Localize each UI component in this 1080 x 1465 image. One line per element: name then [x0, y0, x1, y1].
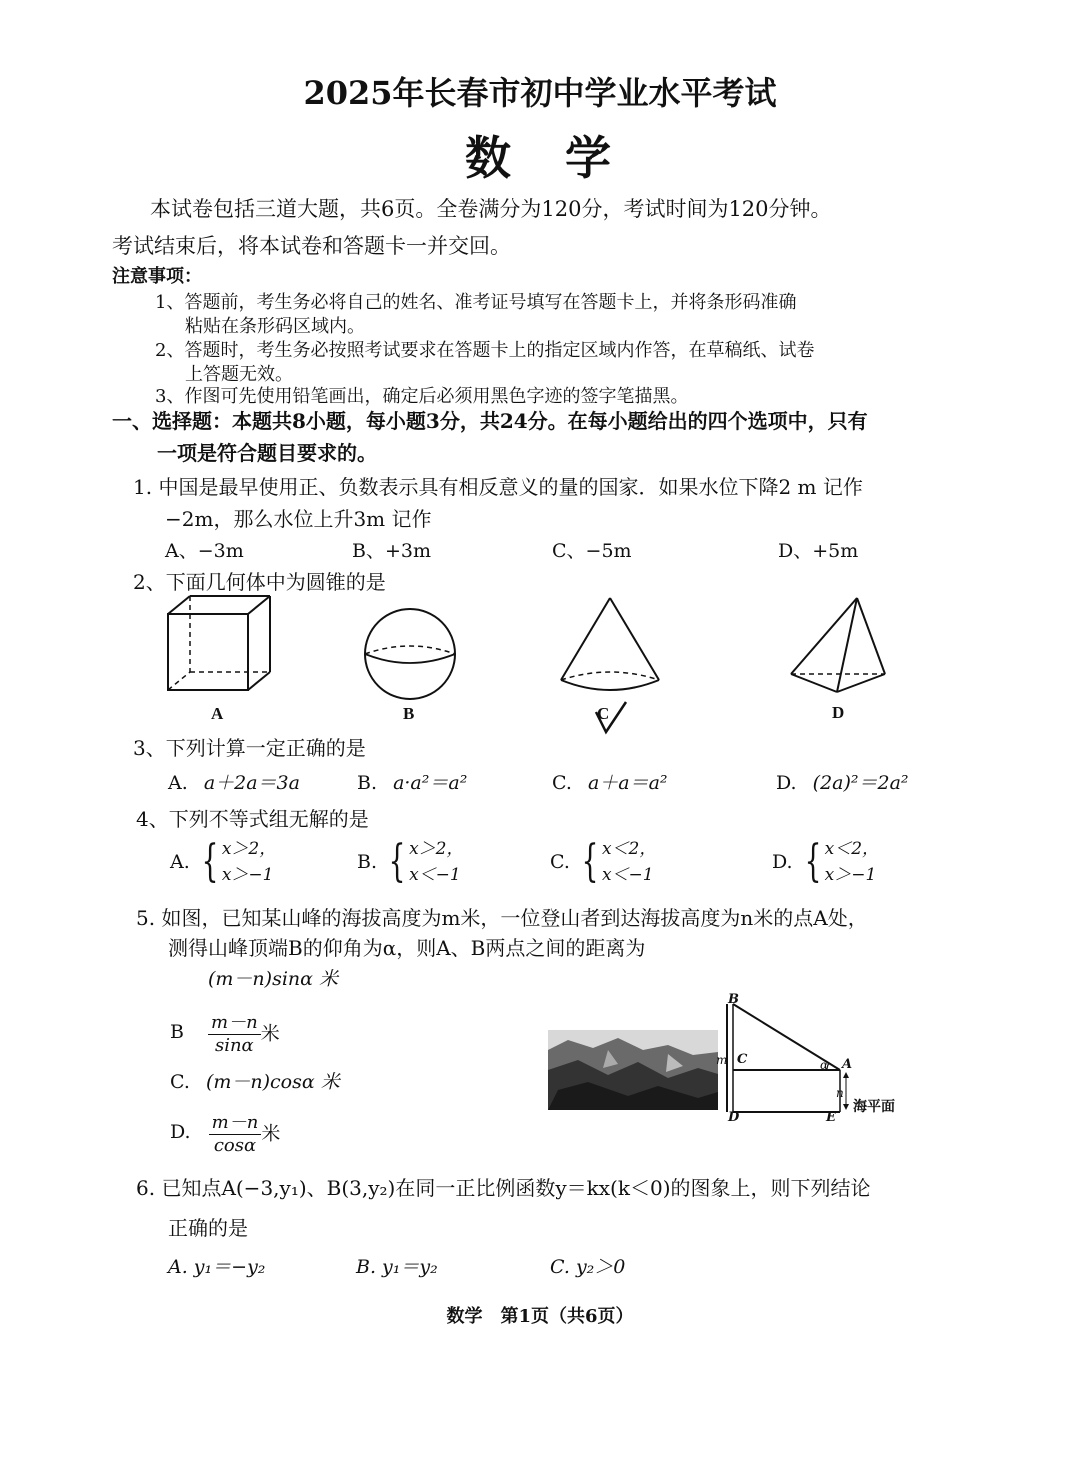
q5-d-numerator: m－n [209, 1108, 262, 1135]
q3-option-c-expr: a＋a＝a² [587, 772, 668, 794]
q3-option-a-letter: A. [168, 772, 188, 794]
q4-option-d [772, 836, 879, 888]
subject-title: 数 学 [465, 131, 615, 185]
fig-label-a: A [842, 1057, 853, 1072]
fig-label-n: n [836, 1086, 844, 1100]
q6-stem: 6. 已知点A(−3,y₁)、B(3,y₂)在同一正比例函数y＝kx(k＜0)的图象上，则下列结论 [136, 1176, 871, 1200]
q4-option-a [170, 836, 276, 888]
q5-stem-cont: 测得山峰顶端B的仰角为α，则A、B两点之间的距离为 [168, 936, 646, 960]
q4-option-b [357, 836, 463, 888]
q4-option-c-system [602, 836, 656, 888]
q4-b-row-2: x＜−1 [409, 865, 461, 885]
q2-label-d: D [832, 703, 845, 722]
q5-option-c-expr: (m－n)cosα 米 [205, 1071, 340, 1093]
fig-label-alpha: α [820, 1058, 829, 1072]
q5-option-d-letter: D. [170, 1121, 191, 1143]
notes-heading: 注意事项： [112, 266, 202, 287]
q2-label-b: B [403, 704, 415, 723]
fig-label-b: B [728, 992, 739, 1007]
q3-option-d-expr: (2a)²＝2a² [812, 772, 909, 794]
q3-option-c-letter: C. [552, 772, 572, 794]
q1-option-c: C、−5m [552, 540, 632, 562]
q3-option-a [168, 768, 300, 795]
q5-option-d [170, 1108, 280, 1156]
q1-stem: 1. 中国是最早使用正、负数表示具有相反意义的量的国家．如果水位下降2 m 记作 [133, 475, 863, 499]
cone-figure [555, 594, 665, 704]
q5-stem: 5. 如图，已知某山峰的海拔高度为m米，一位登山者到达海拔高度为n米的点A处， [136, 906, 868, 930]
q4-option-c-letter: C. [550, 851, 570, 873]
q4-option-b-system [409, 836, 463, 888]
q6-option-a: A. y₁＝−y₂ [168, 1256, 266, 1278]
q2-label-a: A [211, 704, 224, 723]
fig-label-m: m [716, 1053, 728, 1067]
q5-b-unit: 米 [260, 1022, 280, 1045]
q3-option-c [552, 768, 668, 795]
q5-d-unit: 米 [261, 1122, 281, 1145]
fig-label-sea-level: 海平面 [853, 1099, 895, 1115]
note-1-line-2: 粘贴在条形码区域内。 [185, 316, 365, 337]
q4-option-a-letter: A. [170, 851, 190, 873]
q3-option-d-letter: D. [776, 772, 797, 794]
q6-option-c: C. y₂＞0 [550, 1256, 626, 1278]
q4-option-d-system [825, 836, 879, 888]
note-1-line-1: 1、答题前，考生务必将自己的姓名、准考证号填写在答题卡上，并将条形码准确 [155, 292, 797, 313]
q2-label-c: C [597, 704, 610, 723]
q4-option-a-brace: { [201, 836, 219, 887]
fig-label-d: D [728, 1110, 740, 1125]
q3-option-b-expr: a·a²＝a² [393, 772, 468, 794]
q4-b-row-1: x＞2， [409, 839, 464, 859]
q1-option-d: D、+5m [778, 540, 859, 562]
q5-option-c-letter: C. [170, 1071, 190, 1093]
note-3: 3、作图可先使用铅笔画出，确定后必须用黑色字迹的签字笔描黑。 [155, 386, 689, 407]
q2-stem: 2、下面几何体中为圆锥的是 [133, 570, 386, 594]
q5-option-b [170, 1008, 280, 1056]
note-2-line-1: 2、答题时，考生务必按照考试要求在答题卡上的指定区域内作答，在草稿纸、试卷 [155, 340, 815, 361]
q4-d-row-1: x＜2， [824, 839, 880, 859]
q5-b-numerator: m－n [208, 1008, 261, 1035]
q4-d-row-2: x＞−1 [824, 865, 877, 885]
sphere-figure [360, 604, 460, 704]
q1-option-b: B、+3m [352, 540, 431, 562]
q5-d-denominator: cosα [213, 1135, 257, 1156]
q4-option-c-brace: { [581, 836, 599, 887]
q5-option-a: (m－n)sinα 米 [208, 968, 339, 990]
section-1-heading-cont: 一项是符合题目要求的。 [157, 441, 377, 465]
q4-c-row-2: x＜−1 [601, 865, 654, 885]
q5-b-denominator: sinα [214, 1035, 254, 1056]
q3-stem: 3、下列计算一定正确的是 [133, 736, 366, 760]
intro-line-1: 本试卷包括三道大题，共6页。全卷满分为120分，考试时间为120分钟。 [150, 197, 832, 221]
q6-option-b: B. y₁＝y₂ [356, 1256, 438, 1278]
q5-option-b-fraction [208, 1008, 261, 1056]
q4-stem: 4、下列不等式组无解的是 [136, 807, 369, 831]
page-footer: 数学 第1页（共6页） [446, 1306, 634, 1327]
intro-line-2: 考试结束后，将本试卷和答题卡一并交回。 [112, 234, 511, 258]
note-2-line-2: 上答题无效。 [185, 364, 293, 385]
section-1-heading: 一、选择题：本题共8小题，每小题3分，共24分。在每小题给出的四个选项中，只有 [112, 409, 868, 433]
q1-stem-cont: −2m，那么水位上升3m 记作 [165, 507, 432, 531]
q4-a-row-2: x＞−1 [221, 865, 274, 885]
q4-option-d-letter: D. [772, 851, 793, 873]
q5-option-c [170, 1067, 340, 1094]
q3-option-b [357, 768, 467, 795]
q4-option-b-brace: { [388, 836, 406, 887]
q1-option-a: A、−3m [165, 540, 244, 562]
pyramid-figure [785, 594, 895, 698]
q3-option-d [776, 768, 909, 795]
q5-option-b-letter: B [170, 1021, 184, 1043]
mountain-photo [548, 1030, 718, 1110]
q4-c-row-1: x＜2， [601, 839, 657, 859]
q4-option-b-letter: B. [357, 851, 378, 873]
q4-a-row-1: x＞2， [221, 839, 277, 859]
q3-option-a-expr: a＋2a＝3a [203, 772, 300, 794]
q3-option-b-letter: B. [357, 772, 378, 794]
q4-option-c [550, 836, 656, 888]
q4-option-a-system [222, 836, 276, 888]
q6-stem-cont: 正确的是 [168, 1216, 248, 1240]
q4-option-d-brace: { [804, 836, 822, 887]
cube-figure [160, 592, 280, 702]
checkmark-icon [592, 698, 632, 738]
fig-label-e: E [826, 1110, 836, 1125]
q5-option-d-fraction [209, 1108, 262, 1156]
exam-title: 2025年长春市初中学业水平考试 [303, 74, 777, 112]
fig-label-c: C [737, 1052, 748, 1067]
